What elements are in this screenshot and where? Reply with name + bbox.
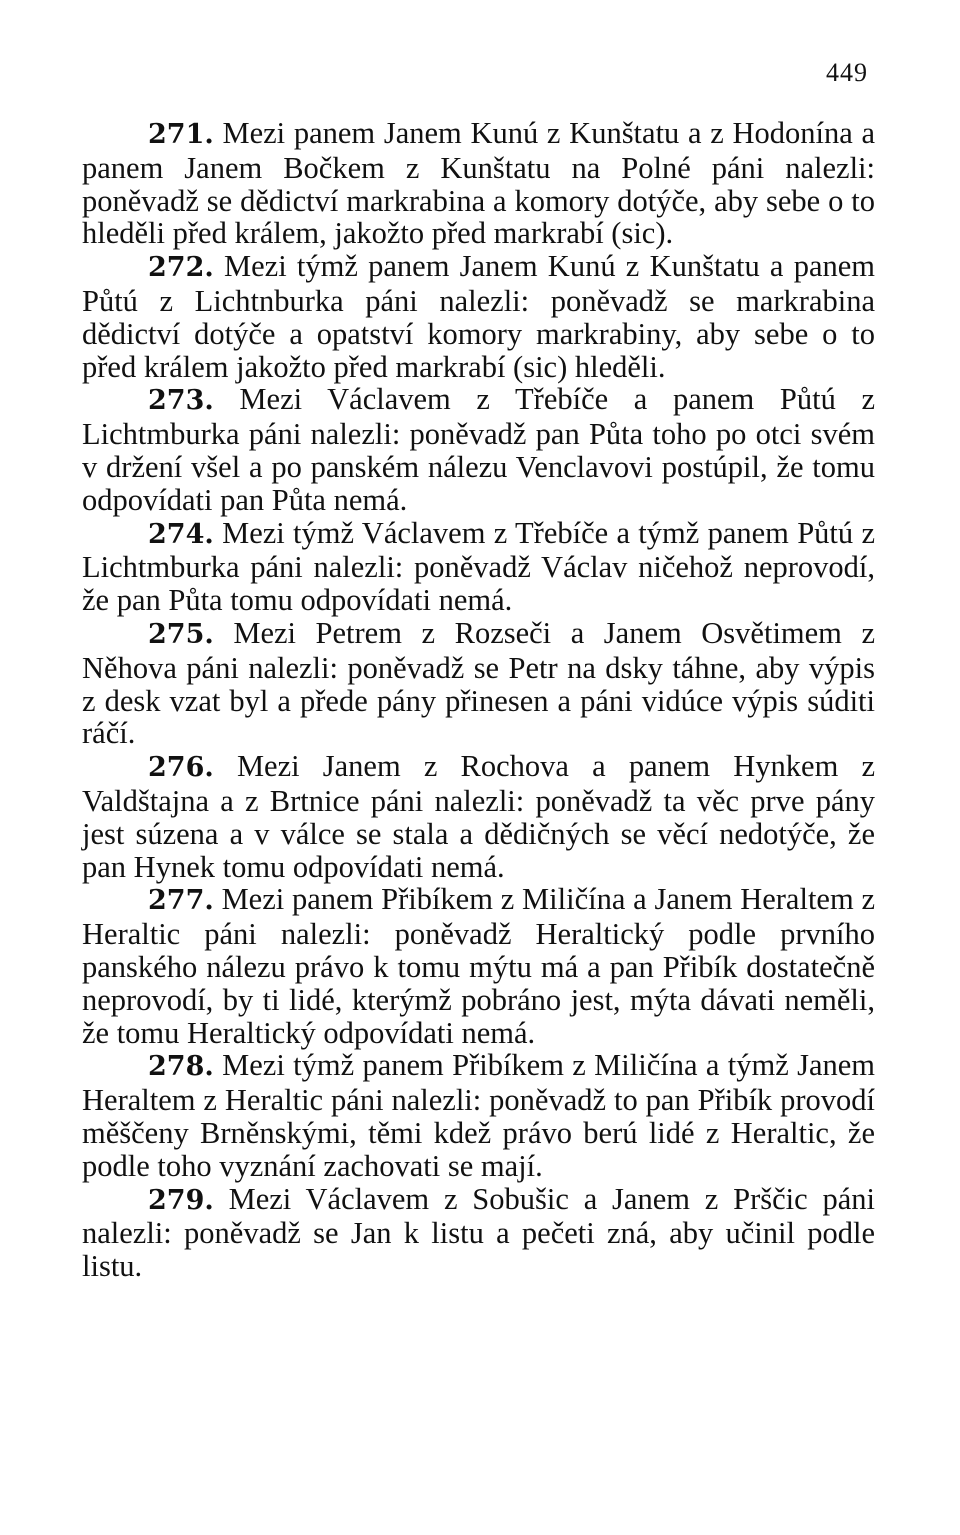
entry-text: Mezi panem Přibíkem z Miličína a Janem Heraltem z Heraltic páni nalezli: poněvadž Heraltický podle prvního panského nálezu právo k tomu mýtu má a pan Přibík dostatečně neprovodí, by ti lidé, kterýmž pobráno jest, mýta dávati neměli, že tomu Heraltický odpovídati nemá.	[82, 882, 875, 1050]
entry-number: 276.	[148, 752, 214, 784]
entry-277	[82, 883, 875, 1049]
entry-text: Mezi Petrem z Rozseči a Janem Osvětimem z Něhova páni nalezli: poněvadž se Petr na dsky táhne, aby výpis z desk vzat byl a přede pány přinesen a páni vidúce výpis súditi ráčí.	[82, 615, 875, 751]
entry-number: 279.	[148, 1184, 214, 1216]
entries-list	[82, 117, 875, 1283]
entry-text: Mezi Janem z Rochova a panem Hynkem z Valdštajna a z Brtnice páni nalezli: poněvadž ta věc prve pány jest súzena a v válce se stala a dědičných se věcí nedotýče, že pan Hynek tomu odpovídati nemá.	[82, 749, 876, 884]
entry-text: Mezi Václavem z Sobušic a Janem z Prščic páni nalezli: poněvadž se Jan k listu a pečeti zná, aby učinil podle listu.	[82, 1181, 875, 1284]
entry-number: 271.	[148, 119, 214, 150]
entry-number: 277.	[148, 885, 214, 917]
entry-text: Mezi týmž panem Přibíkem z Miličína a týmž Janem Heraltem z Heraltic páni nalezli: poněvadž to pan Přibík provodí měščeny Brněnskými, těmi kdež právo berú lidé z Heraltic, že podle toho vyznání zachovati se mají.	[82, 1048, 876, 1183]
entry-number: 273.	[148, 385, 214, 417]
page-number: 449	[826, 58, 868, 87]
entry-275	[82, 617, 875, 750]
entry-text: Mezi panem Janem Kunú z Kunštatu a z Hodonína a panem Janem Bočkem z Kunštatu na Polné páni nalezli: poněvadž se dědictví markrabina a komory dotýče, aby sebe o to hleděli před králem, jakožto před markrabí (sic).	[82, 116, 875, 251]
entry-number: 274.	[148, 518, 214, 550]
entry-number: 275.	[148, 618, 214, 650]
entry-number: 278.	[148, 1051, 214, 1083]
entry-271	[82, 117, 875, 250]
entry-text: Mezi Václavem z Třebíče a panem Půtú z Lichtmburka páni nalezli: poněvadž pan Půta toho po otci svém v držení všel a po panském nálezu Venclavovi postúpil, že tomu odpovídati pan Půta nemá.	[82, 382, 875, 517]
entry-number: 272.	[148, 252, 214, 284]
entry-273	[82, 383, 875, 516]
entry-278	[82, 1049, 875, 1182]
entry-272	[82, 250, 875, 383]
entry-276	[82, 750, 875, 883]
entry-279	[82, 1183, 875, 1283]
entry-text: Mezi týmž Václavem z Třebíče a týmž panem Půtú z Lichtmburka páni nalezli: poněvadž Václav ničehož neprovodí, že pan Půta tomu odpovídati nemá.	[82, 515, 875, 618]
entry-text: Mezi týmž panem Janem Kunú z Kunštatu a panem Půtú z Lichtnburka páni nalezli: poněvadž se markrabina dědictví dotýče a opatství komory markrabiny, aby sebe o to před králem jakožto před markrabí (sic) hleděli.	[82, 249, 875, 384]
entry-274	[82, 517, 875, 617]
